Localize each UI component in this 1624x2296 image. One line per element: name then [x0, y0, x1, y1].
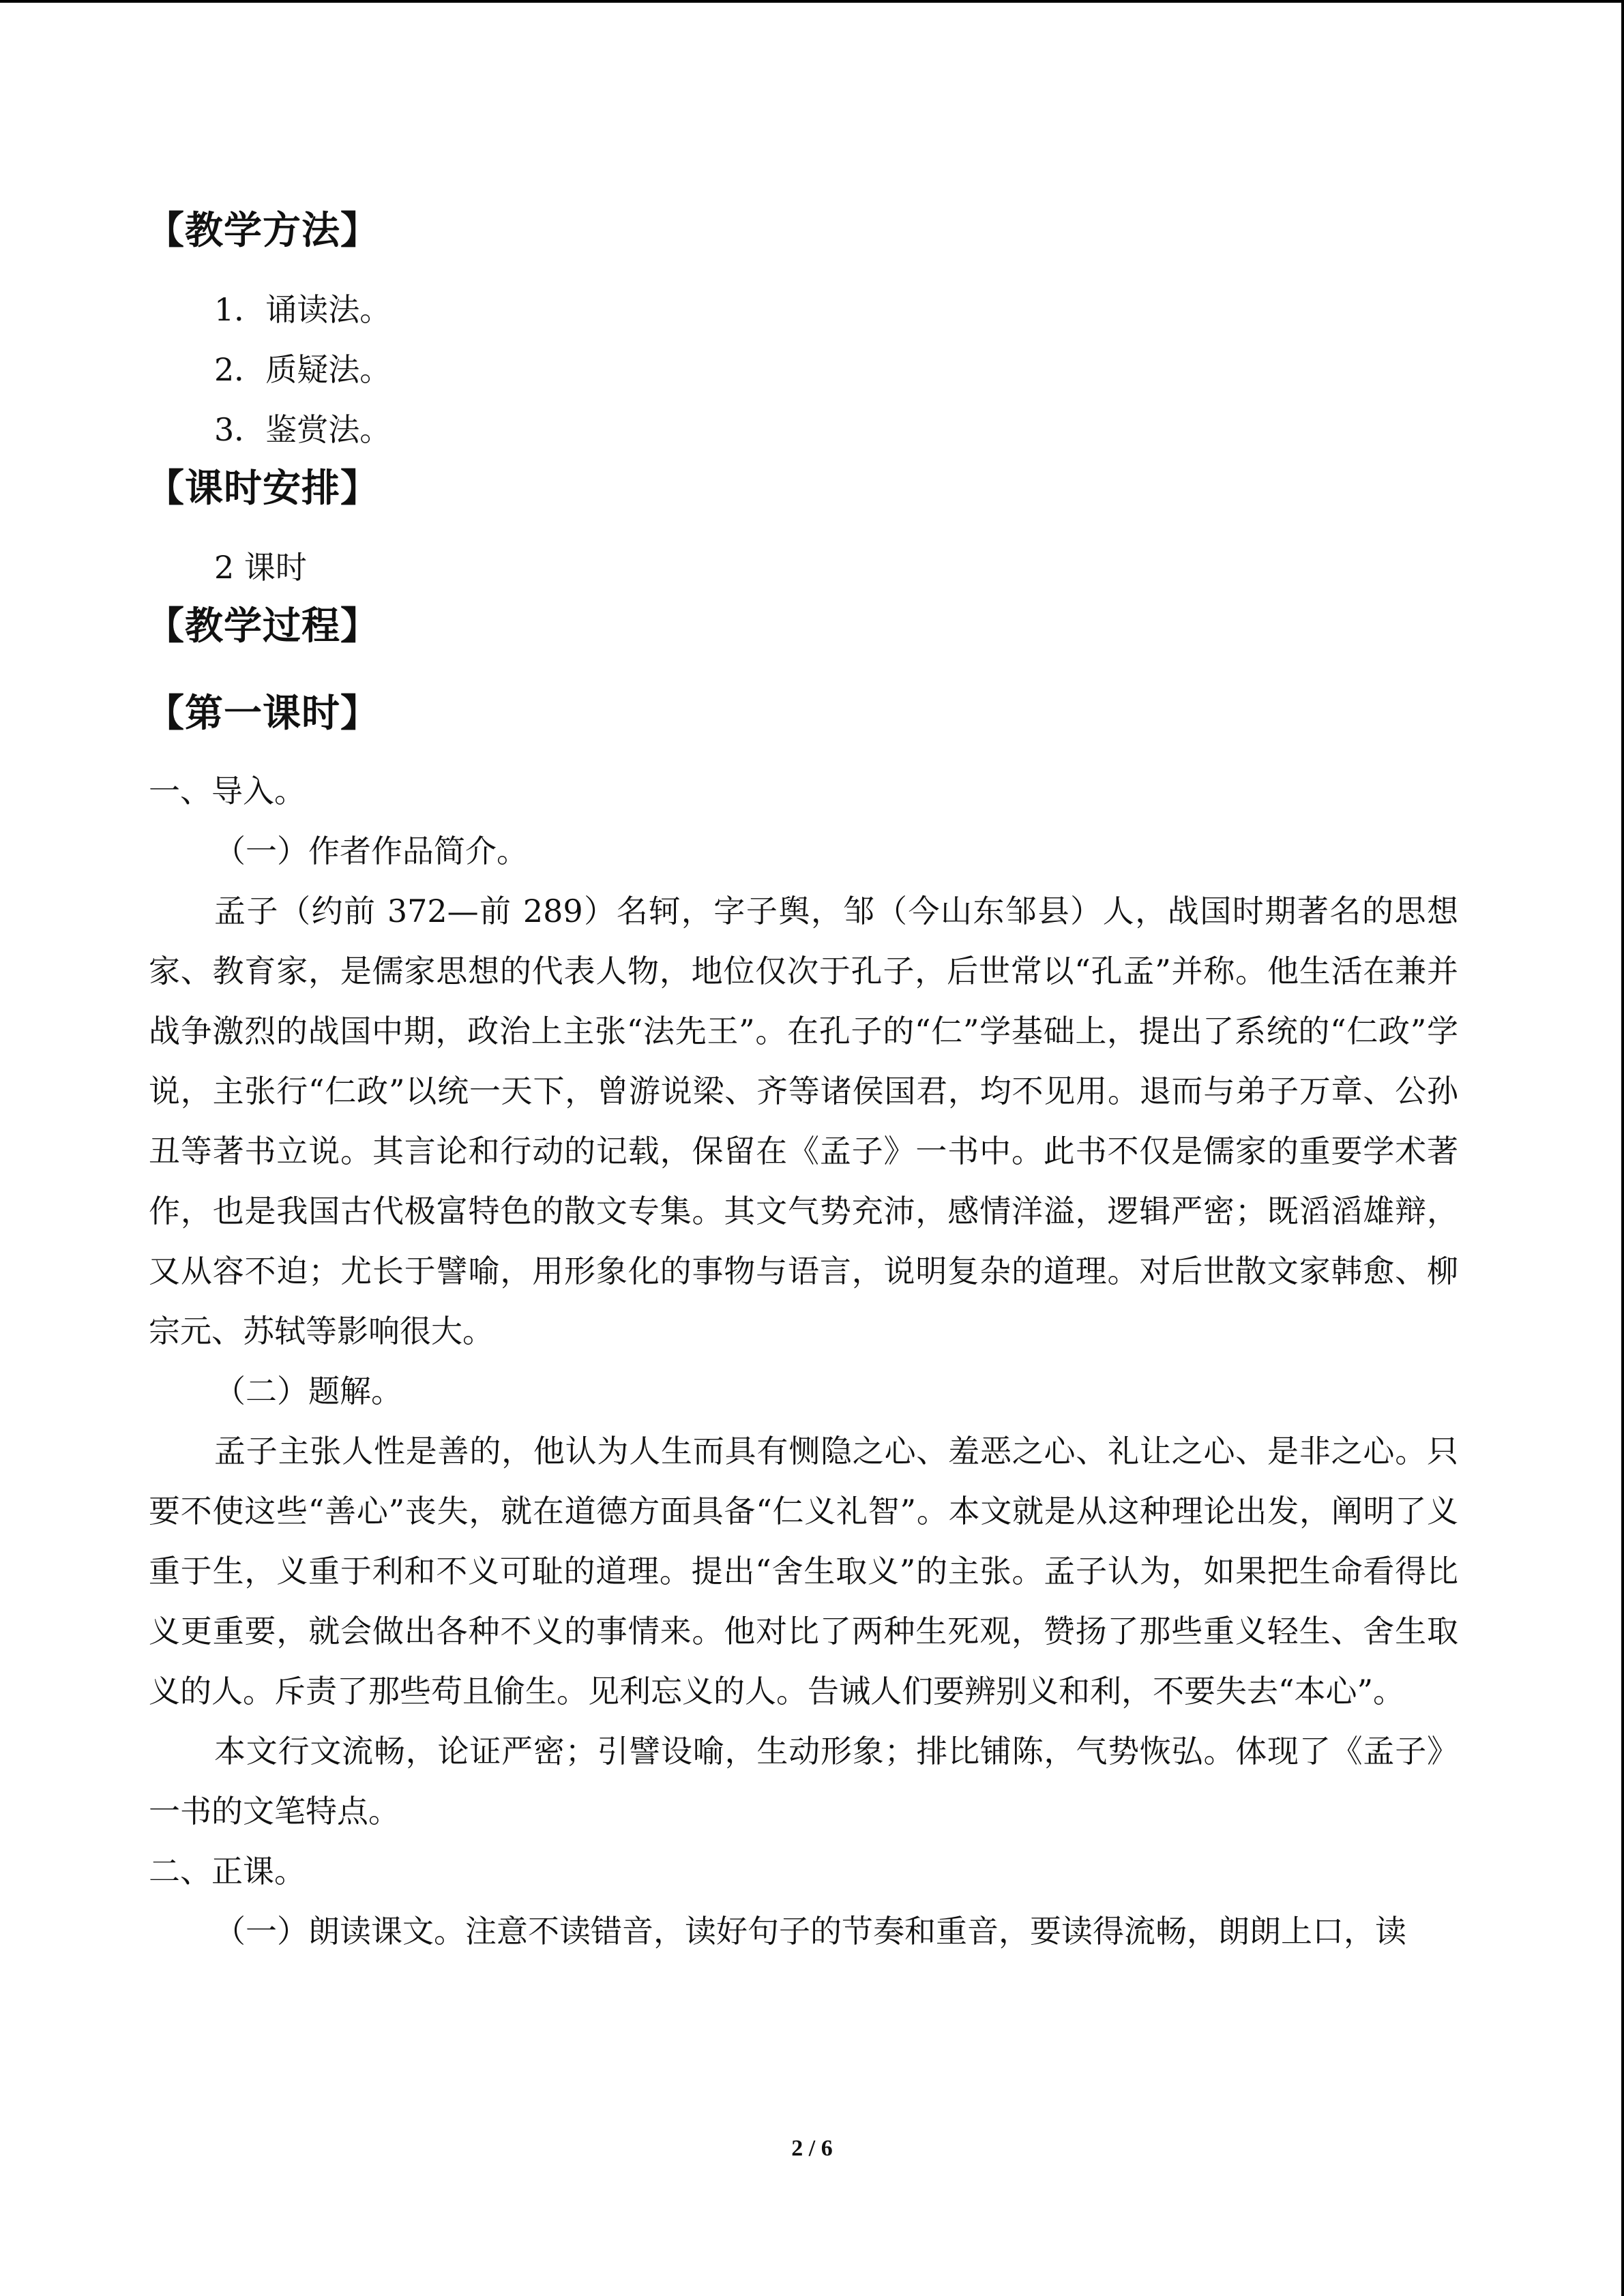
method-item-3: 3．鉴赏法。: [214, 411, 392, 448]
heading-teaching-process: 【教学过程】: [146, 604, 379, 648]
page-content: [146, 207, 1458, 1961]
section-introduction: 一、导入。: [149, 773, 306, 809]
schedule-text: 2 课时: [214, 549, 307, 586]
title-paragraph-2: 本文行文流畅，论证严密；引譬设喻，生动形象；排比铺陈，气势恢弘。体现了《孟子》一书的文笔特点。: [149, 1733, 1458, 1830]
heading-class-schedule: 【课时安排】: [146, 466, 379, 511]
author-paragraph: 孟子（约前 372—前 289）名轲，字子舆，邹（今山东邹县）人，战国时期著名的思想家、教育家，是儒家思想的代表人物，地位仅次于孔子，后世常以“孔孟”并称。他生活在兼并战争激烈的战国中期，政治上主张“法先王”。在孔子的“仁”学基础上，提出了系统的“仁政”学说，主张行“仁政”以统一天下，曾游说梁、齐等诸侯国君，均不见用。退而与弟子万章、公孙丑等著书立说。其言论和行动的记载，保留在《孟子》一书中。此书不仅是儒家的重要学术著作，也是我国古代极富特色的散文专集。其文气势充沛，感情洋溢，逻辑严密；既滔滔雄辩，又从容不迫；尤长于譬喻，用形象化的事物与语言，说明复杂的道理。对后世散文家韩愈、柳宗元、苏轼等影响很大。: [149, 893, 1458, 1350]
method-item-2: 2．质疑法。: [214, 351, 392, 388]
subsection-author-intro: （一）作者作品简介。: [214, 833, 528, 869]
method-item-1: 1．诵读法。: [214, 291, 392, 328]
page-number: 2 / 6: [791, 2136, 833, 2161]
heading-teaching-methods: 【教学方法】: [146, 209, 379, 253]
reading-instruction: （一）朗读课文。注意不读错音，读好句子的节奏和重音，要读得流畅，朗朗上口，读: [214, 1913, 1406, 1950]
subsection-title-explanation: （二）题解。: [214, 1373, 402, 1410]
section-main-lesson: 二、正课。: [149, 1853, 306, 1890]
title-paragraph-1: 孟子主张人性是善的，他认为人生而具有恻隐之心、羞恶之心、礼让之心、是非之心。只要不使这些“善心”丧失，就在道德方面具备“仁义礼智”。本文就是从这种理论出发，阐明了义重于生，义重于利和不义可耻的道理。提出“舍生取义”的主张。孟子认为，如果把生命看得比义更重要，就会做出各种不义的事情来。他对比了两种生死观，赞扬了那些重义轻生、舍生取义的人。斥责了那些苟且偷生。见利忘义的人。告诫人们要辨别义和利，不要失去“本心”。: [149, 1433, 1458, 1710]
heading-first-lesson: 【第一课时】: [146, 691, 379, 736]
